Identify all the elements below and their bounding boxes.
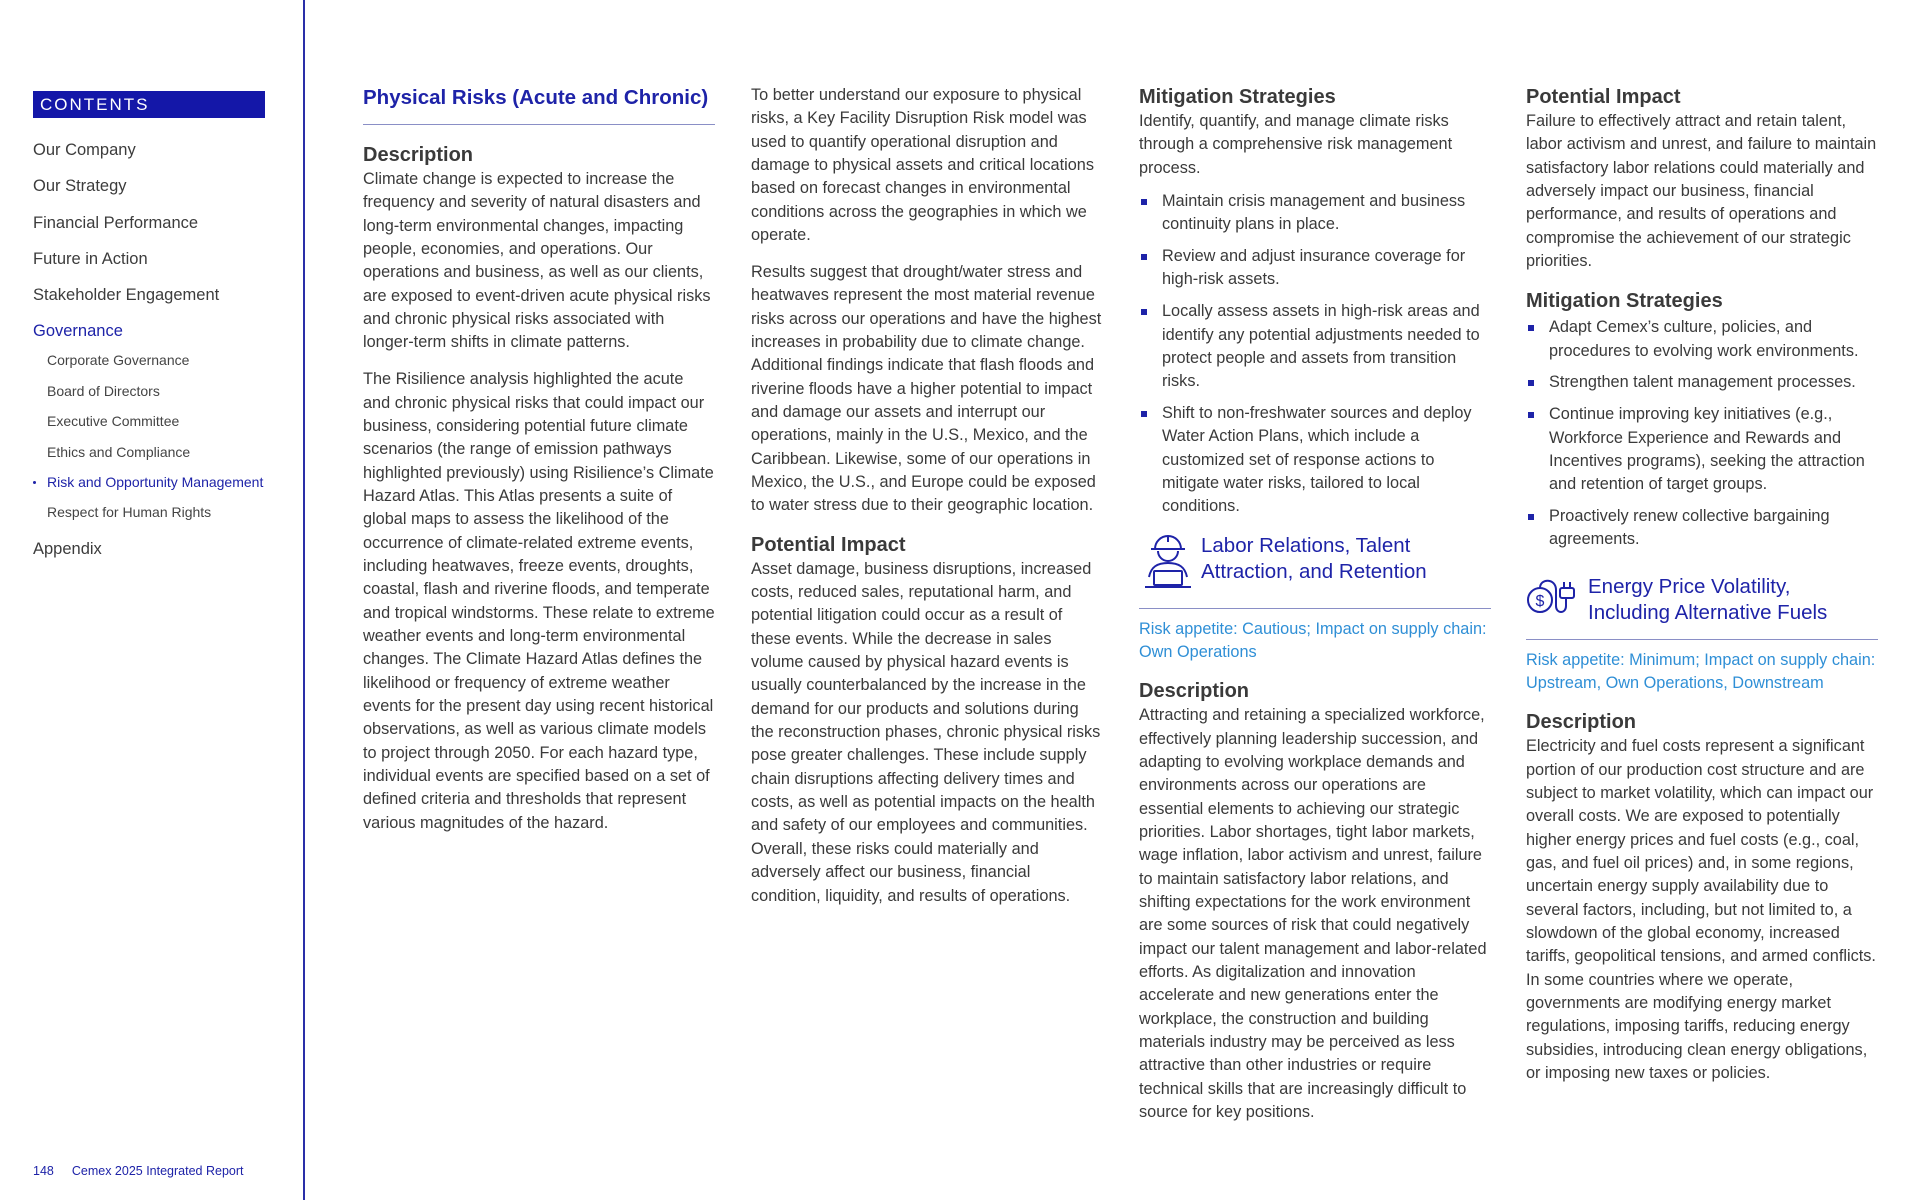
- nav-sub-ethics-compliance[interactable]: Ethics and Compliance: [47, 443, 191, 460]
- labor-risk-appetite: Risk appetite: Cautious; Impact on supply chain: Own Operations: [1139, 620, 1487, 662]
- labor-impact-heading: Potential Impact: [1526, 86, 1681, 108]
- active-bullet-icon: [33, 481, 36, 484]
- mitigation-list: [1139, 190, 1491, 519]
- sidebar-divider: [303, 0, 305, 1200]
- worker-laptop-icon: [1139, 533, 1201, 598]
- labor-description-text: Attracting and retaining a specialized workforce, effectively planning leadership succession, and adapting to evolving workplace demands and environments across our operations are essential elements to achieving our strategic priorities. Labor shortages, tight labor markets, wage inflation, labor activism and unrest, failure to maintain satisfactory labor relations, and shifting expectations for the work environment are some sources of risk that could negatively impact our talent management and labor-related efforts. As digitalization and innovation accelerate and new generations enter the workplace, the construction and building materials industry may be perceived as less attractive than other industries or require technical skills that are increasingly difficult to source for key positions.: [1139, 706, 1487, 1122]
- list-item: Maintain crisis management and business continuity plans in place.: [1139, 190, 1491, 237]
- dollar-plug-icon: [1526, 574, 1588, 629]
- nav-sub-board-of-directors[interactable]: Board of Directors: [47, 382, 160, 399]
- physical-risks-title: Physical Risks (Acute and Chronic): [363, 84, 715, 125]
- column-4: [1526, 84, 1878, 1099]
- nav-sub-risk-opportunity-label: Risk and Opportunity Management: [47, 474, 264, 491]
- energy-description-heading: Description: [1526, 711, 1637, 734]
- labor-title-line1: Labor Relations, Talent: [1201, 533, 1411, 557]
- labor-mitigation-heading: Mitigation Strategies: [1526, 290, 1723, 313]
- energy-risk-appetite: Risk appetite: Minimum; Impact on supply chain: Upstream, Own Operations, Downstream: [1526, 651, 1876, 693]
- mitigation-heading: Mitigation Strategies: [1139, 86, 1336, 108]
- list-item: Shift to non-freshwater sources and deploy Water Action Plans, which include a customized set of response actions to mitigate water risks, tailored to local conditions.: [1139, 402, 1491, 519]
- column-3: [1139, 84, 1491, 1138]
- list-item: Continue improving key initiatives (e.g., Workforce Experience and Rewards and Incentives programs), seeking the attraction and retention of target groups.: [1526, 403, 1878, 496]
- nav-item-financial-performance[interactable]: Financial Performance: [33, 213, 199, 232]
- list-item: Locally assess assets in high-risk areas and identify any potential adjustments needed to protect people and assets from transition risks.: [1139, 300, 1491, 393]
- nav-item-appendix[interactable]: Appendix: [33, 539, 102, 558]
- page-number: 148: [33, 1164, 54, 1178]
- physical-impact-text: Asset damage, business disruptions, increased costs, reduced sales, reputational harm, and potential litigation could occur as a result of these events. While the decrease in sales volume caused by physical hazard events is usually counterbalanced by the increase in the demand for our products and solutions during the reconstruction phases, chronic physical risks pose greater challenges. These include supply chain disruptions affecting delivery times and costs, as well as potential impacts on the health and safety of our employees and communities. Overall, these risks could materially and adversely affect our business, financial condition, liquidity, and results of operations.: [751, 559, 1101, 905]
- nav-item-our-company[interactable]: Our Company: [33, 141, 136, 159]
- column-1: [363, 84, 715, 849]
- energy-risk-title: [1588, 574, 1827, 627]
- list-item: Strengthen talent management processes.: [1526, 371, 1878, 394]
- labor-description-heading: Description: [1139, 680, 1250, 703]
- labor-risk-header: [1139, 533, 1491, 609]
- potential-impact-heading: Potential Impact: [751, 533, 906, 556]
- description-heading: Description: [363, 144, 474, 166]
- page-footer: [33, 1164, 244, 1178]
- physical-desc-p2: The Risilience analysis highlighted the acute and chronic physical risks that could impact our business, considering potential future climate scenarios (the range of emission pathways highlighted previously) using Risilience’s Climate Hazard Atlas. This Atlas presents a suite of global maps to assess the likelihood of the occurrence of climate-related extreme events, including heatwaves, freeze events, droughts, coastal, flash and riverine floods, and temperate and tropical windstorms. These relate to extreme weather events and long-term environmental changes. The Climate Hazard Atlas defines the likelihood or frequency of extreme weather events for the present day using recent historical observations, as well as various climate models to project through 2050. For each hazard type, individual events are specified based on a set of defined criteria and thresholds that represent various magnitudes of the hazard.: [363, 370, 715, 832]
- labor-impact-text: Failure to effectively attract and retain talent, labor activism and unrest, and failure to maintain satisfactory labor relations could materially and adversely impact our business, financial performance, and results of operations and compromise the achievement of our strategic priorities.: [1526, 112, 1877, 271]
- svg-text:$: $: [1535, 592, 1545, 610]
- list-item: Adapt Cemex’s culture, policies, and procedures to evolving work environments.: [1526, 316, 1878, 363]
- energy-title-line2: Including Alternative Fuels: [1588, 601, 1828, 625]
- energy-title-line1: Energy Price Volatility,: [1588, 574, 1791, 598]
- energy-description-text: Electricity and fuel costs represent a significant portion of our production cost structure and are subject to market volatility, which can impact our overall costs. We are exposed to potentially higher energy prices and fuel costs (e.g., coal, gas, and fuel oil prices) and, in some regions, uncertain energy supply availability due to several factors, including, but not limited to, a slowdown of the global economy, increased tariffs, geopolitical tensions, and armed conflicts. In some countries where we operate, governments are modifying energy market regulations, imposing tariffs, reducing energy subsidies, introducing clean energy obligations, or imposing new taxes or policies.: [1526, 737, 1876, 1083]
- nav-menu: [33, 138, 293, 573]
- nav-item-governance[interactable]: Governance: [33, 322, 123, 341]
- nav-sub-risk-opportunity[interactable]: [33, 472, 293, 502]
- report-title: Cemex 2025 Integrated Report: [71, 1164, 244, 1178]
- mitigation-intro: Identify, quantify, and manage climate risks through a comprehensive risk management process.: [1139, 112, 1453, 177]
- energy-risk-header: [1526, 574, 1878, 640]
- nav-sub-corporate-governance[interactable]: Corporate Governance: [47, 352, 190, 369]
- nav-sub-executive-committee[interactable]: Executive Committee: [47, 413, 180, 430]
- nav-item-future-in-action[interactable]: Future in Action: [33, 249, 148, 268]
- nav-item-our-strategy[interactable]: Our Strategy: [33, 177, 127, 196]
- column-2: [751, 84, 1103, 921]
- nav-sub-human-rights[interactable]: Respect for Human Rights: [47, 504, 212, 521]
- list-item: Review and adjust insurance coverage for high-risk assets.: [1139, 245, 1491, 292]
- sidebar: [0, 0, 304, 1200]
- contents-header: CONTENTS: [33, 91, 265, 118]
- labor-title-line2: Attraction, and Retention: [1201, 560, 1427, 584]
- labor-mitigation-list: [1526, 316, 1878, 551]
- physical-desc-p3: To better understand our exposure to physical risks, a Key Facility Disruption Risk model was used to quantify operational disruption and damage to physical assets and critical locations based on forecast changes in environmental conditions across the geographies in which we operate.: [751, 86, 1094, 245]
- nav-item-stakeholder-engagement[interactable]: Stakeholder Engagement: [33, 286, 220, 305]
- labor-risk-title: [1201, 533, 1427, 586]
- physical-desc-p4: Results suggest that drought/water stress and heatwaves represent the most material revenue risks across our operations and have the highest increases in probability due to climate change. Additional findings indicate that flash floods and riverine floods have a higher potential to impact and damage our assets and interrupt our operations, mainly in the U.S., Mexico, and the Caribbean. Likewise, some of our operations in Mexico, the U.S., and Europe could be exposed to water stress due to their geographic location.: [751, 262, 1102, 515]
- list-item: Proactively renew collective bargaining agreements.: [1526, 505, 1878, 552]
- physical-desc-p1: Climate change is expected to increase the frequency and severity of natural disasters and long-term environmental changes, impacting people, economies, and operations. Our operations and business, as well as our clients, are exposed to event-driven acute physical risks and chronic physical risks associated with longer-term shifts in climate patterns.: [363, 170, 711, 352]
